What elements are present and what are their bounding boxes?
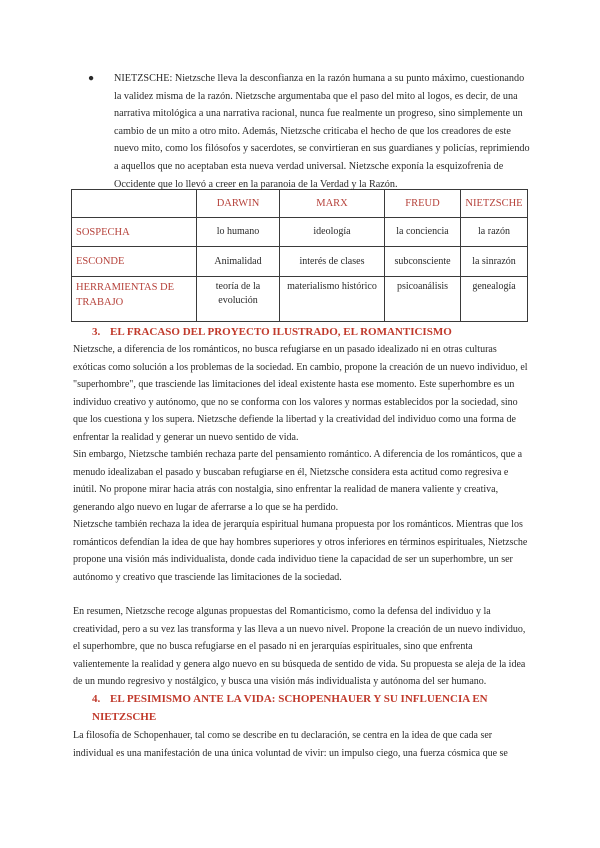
table-row (72, 218, 528, 247)
table-cell: la sinrazón (461, 247, 528, 277)
table-header-row (72, 190, 528, 218)
section-3-title: EL FRACASO DEL PROYECTO ILUSTRADO, EL ROMANTICISMO (110, 326, 452, 338)
table-cell: interés de clases (280, 247, 385, 277)
table-cell: teoría de la evolución (197, 277, 280, 322)
table-row-label: HERRAMIENTAS DE TRABAJO (72, 277, 197, 322)
table-cell: lo humano (197, 218, 280, 247)
table-header-cell: FREUD (385, 190, 461, 218)
paragraph: En resumen, Nietzsche recoge algunas propuestas del Romanticismo, como la defensa del individuo y la creatividad, pero a su vez las transforma y las lleva a un nuevo nivel. Propone la creación de un nuevo individuo, el superhombre, que no busca refugiarse en el pasado ni en jerarquías espirituales, sino que enfrenta valientemente la realidad y genera algo nuevo en su búsqueda de sentido de vida. Su propuesta se aleja de la idea de un mundo regresivo y nostálgico, y busca una visión más individualista y autónoma del ser humano. (73, 606, 526, 687)
table-cell: materialismo histórico (280, 277, 385, 322)
section-3-heading (92, 323, 532, 341)
table-header-cell (72, 190, 197, 218)
table-row (72, 247, 528, 277)
comparison-table (71, 189, 528, 322)
section-3-number: 3. (92, 326, 101, 338)
table-cell: subconsciente (385, 247, 461, 277)
table-cell: ideología (280, 218, 385, 247)
table-cell: Animalidad (197, 247, 280, 277)
bullet-text: NIETZSCHE: Nietzsche lleva la desconfianza en la razón humana a su punto máximo, cuestionando la validez misma de la razón. Nietzsche argumentaba que el paso del mito al logos, es decir, de una narrativa mitológica a una narrativa racional, nunca fue realmente un progreso, sino simplemente un cambio de un mito a otro mito. Además, Nietzsche criticaba el hecho de que los creadores de este nuevo mito, como los filósofos y sacerdotes, se convirtieran en sus guardianes y policías, reprimiendo a aquellos que no aceptaban esta nueva verdad universal. Nietzsche exponía la esquizofrenia de Occidente que lo llevó a creer en la paranoia de la Verdad y la Razón. (114, 73, 530, 190)
paragraph: La filosofía de Schopenhauer, tal como se describe en tu declaración, se centra en la idea de que cada ser individual es una manifestación de una única voluntad de vivir: un impulso ciego, una fuerza cósmica que se (73, 730, 508, 759)
table-header-cell: MARX (280, 190, 385, 218)
paragraph: Sin embargo, Nietzsche también rechaza parte del pensamiento romántico. A diferencia de los románticos, que a menudo idealizaban el pasado y buscaban refugiarse en él, Nietzsche considera esta actitud como regresiva e inútil. No propone mirar hacia atrás con nostalgia, sino enfrentar la realidad de manera valiente y creativa, generando algo nuevo en lugar de aferrarse a lo que se ha perdido. (73, 449, 523, 513)
section-4-heading (92, 690, 532, 726)
section-4-number: 4. (92, 693, 101, 705)
paragraph: Nietzsche, a diferencia de los románticos, no busca refugiarse en un pasado idealizado ni en otras culturas exóticas como solución a los problemas de la sociedad. En cambio, propone la creación de un nuevo individuo, el "superhombre", que trasciende las limitaciones del ideal existente hasta ese momento. Este superhombre es un individuo creativo y autónomo, que no se conforma con los valores y normas establecidos por la sociedad, sino que los cuestiona y los supera. Nietzsche defiende la libertad y la creatividad del individuo como una forma de enfrentar la realidad y generar un nuevo sentido de vida. (73, 344, 528, 443)
table-row-label: ESCONDE (72, 247, 197, 277)
bullet-icon: ● (88, 73, 95, 84)
table-cell: la conciencia (385, 218, 461, 247)
section-4-body (73, 727, 529, 762)
table-cell: la razón (461, 218, 528, 247)
table-row-label: SOSPECHA (72, 218, 197, 247)
table-cell: psicoanálisis (385, 277, 461, 322)
table-header-cell: NIETZSCHE (461, 190, 528, 218)
bullet-nietzsche (88, 70, 532, 193)
table-header-cell: DARWIN (197, 190, 280, 218)
section-4-title: EL PESIMISMO ANTE LA VIDA: SCHOPENHAUER Y SU INFLUENCIA EN NIETZSCHE (92, 693, 488, 723)
paragraph: Nietzsche también rechaza la idea de jerarquía espiritual humana propuesta por los románticos. Mientras que los románticos defendían la idea de que hay hombres superiores y otros inferiores en términos espirituales, Nietzsche propone una visión más individualista, donde cada individuo tiene la capacidad de ser un superhombre, un ser autónomo y creativo que trasciende las limitaciones de la sociedad. (73, 519, 528, 583)
table-row (72, 277, 528, 322)
section-3-body (73, 341, 529, 691)
table-cell: genealogía (461, 277, 528, 322)
